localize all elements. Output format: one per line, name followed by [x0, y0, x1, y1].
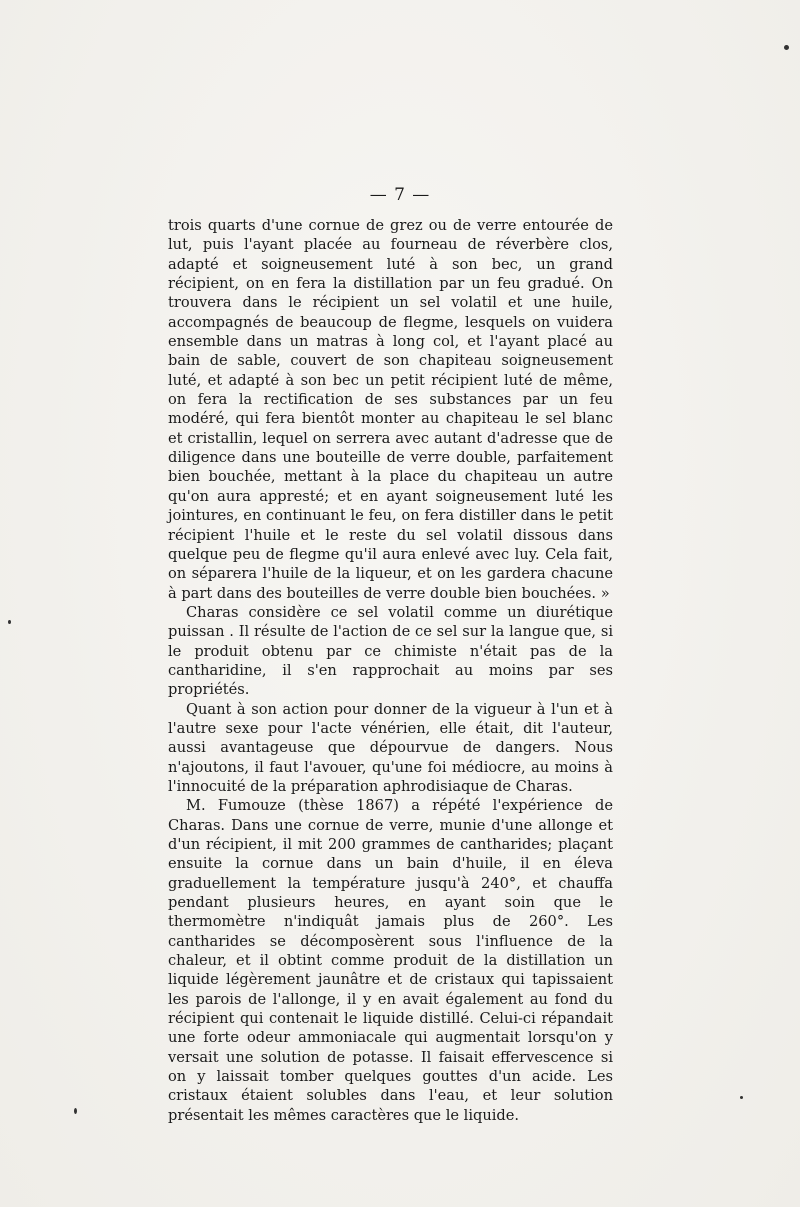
page-number: — 7 —: [369, 185, 431, 205]
paragraph-1: trois quarts d'une cornue de grez ou de verre entourée de lut, puis l'ayant placée au fourneau de réverbère clos, adapté et soigneusement luté à son bec, un grand récipient, on en fera la distillation par un feu gradué. On trouvera dans le récipient un sel volatil et une huile, accompagnés de beaucoup de flegme, lesquels on vuidera ensemble dans un matras à long col, et l'ayant placé au bain de sable, couvert de son chapiteau soigneusement luté, et adapté à son bec un petit récipient luté de même, on fera la rectification de ses substances par un feu modéré, qui fera bientôt monter au chapiteau le sel blanc et cristallin, lequel on serrera avec autant d'adresse que de diligence dans une bouteille de verre double, parfaitement bien bouchée, mettant à la place du chapiteau un autre qu'on aura appresté; et en ayant soigneusement luté les jointures, en continuant le feu, on fera distiller dans le petit récipient l'huile et le reste du sel volatil dissous dans quelque peu de flegme qu'il aura enlevé avec luy. Cela fait, on séparera l'huile de la liqueur, et on les gardera chacune à part dans des bouteilles de verre double bien bouchées. »: [168, 217, 613, 602]
body-text: [168, 216, 613, 1125]
dust-speck: [740, 1096, 743, 1099]
paragraph-3: Quant à son action pour donner de la vigueur à l'un et à l'autre sexe pour l'acte vénérien, elle était, dit l'auteur, aussi avantageuse que dépourvue de dangers. Nous n'ajoutons, il faut l'avouer, qu'une foi médiocre, au moins à l'innocuité de la préparation aphrodisiaque de Charas.: [168, 700, 613, 795]
paragraph-4: M. Fumouze (thèse 1867) a répété l'expérience de Charas. Dans une cornue de verre, munie d'une allonge et d'un récipient, il mit 200 grammes de cantharides; plaçant ensuite la cornue dans un bain d'huile, il en éleva graduellement la température jusqu'à 240°, et chauffa pendant plusieurs heures, en ayant soin que le thermomètre n'indiquât jamais plus de 260°. Les cantharides se décomposèrent sous l'influence de la chaleur, et il obtint comme produit de la distillation un liquide légèrement jaunâtre et de cristaux qui tapissaient les parois de l'allonge, il y en avait également au fond du récipient qui contenait le liquide distillé. Celui-ci répandait une forte odeur ammoniacale qui augmentait lorsqu'on y versait une solution de potasse. Il faisait effervescence si on y laissait tomber quelques gouttes d'un acide. Les cristaux étaient solubles dans l'eau, et leur solution présentait les mêmes caractères que le liquide.: [168, 797, 613, 1124]
dust-speck: [784, 45, 789, 50]
dust-speck: [8, 620, 11, 624]
dust-speck: [74, 1108, 77, 1114]
paragraph-2: Charas considère ce sel volatil comme un diurétique puissan . Il résulte de l'action de ce sel sur la langue que, si le produit obtenu par ce chimiste n'était pas de la cantharidine, il s'en rapprochait au moins par ses propriétés.: [168, 603, 613, 699]
